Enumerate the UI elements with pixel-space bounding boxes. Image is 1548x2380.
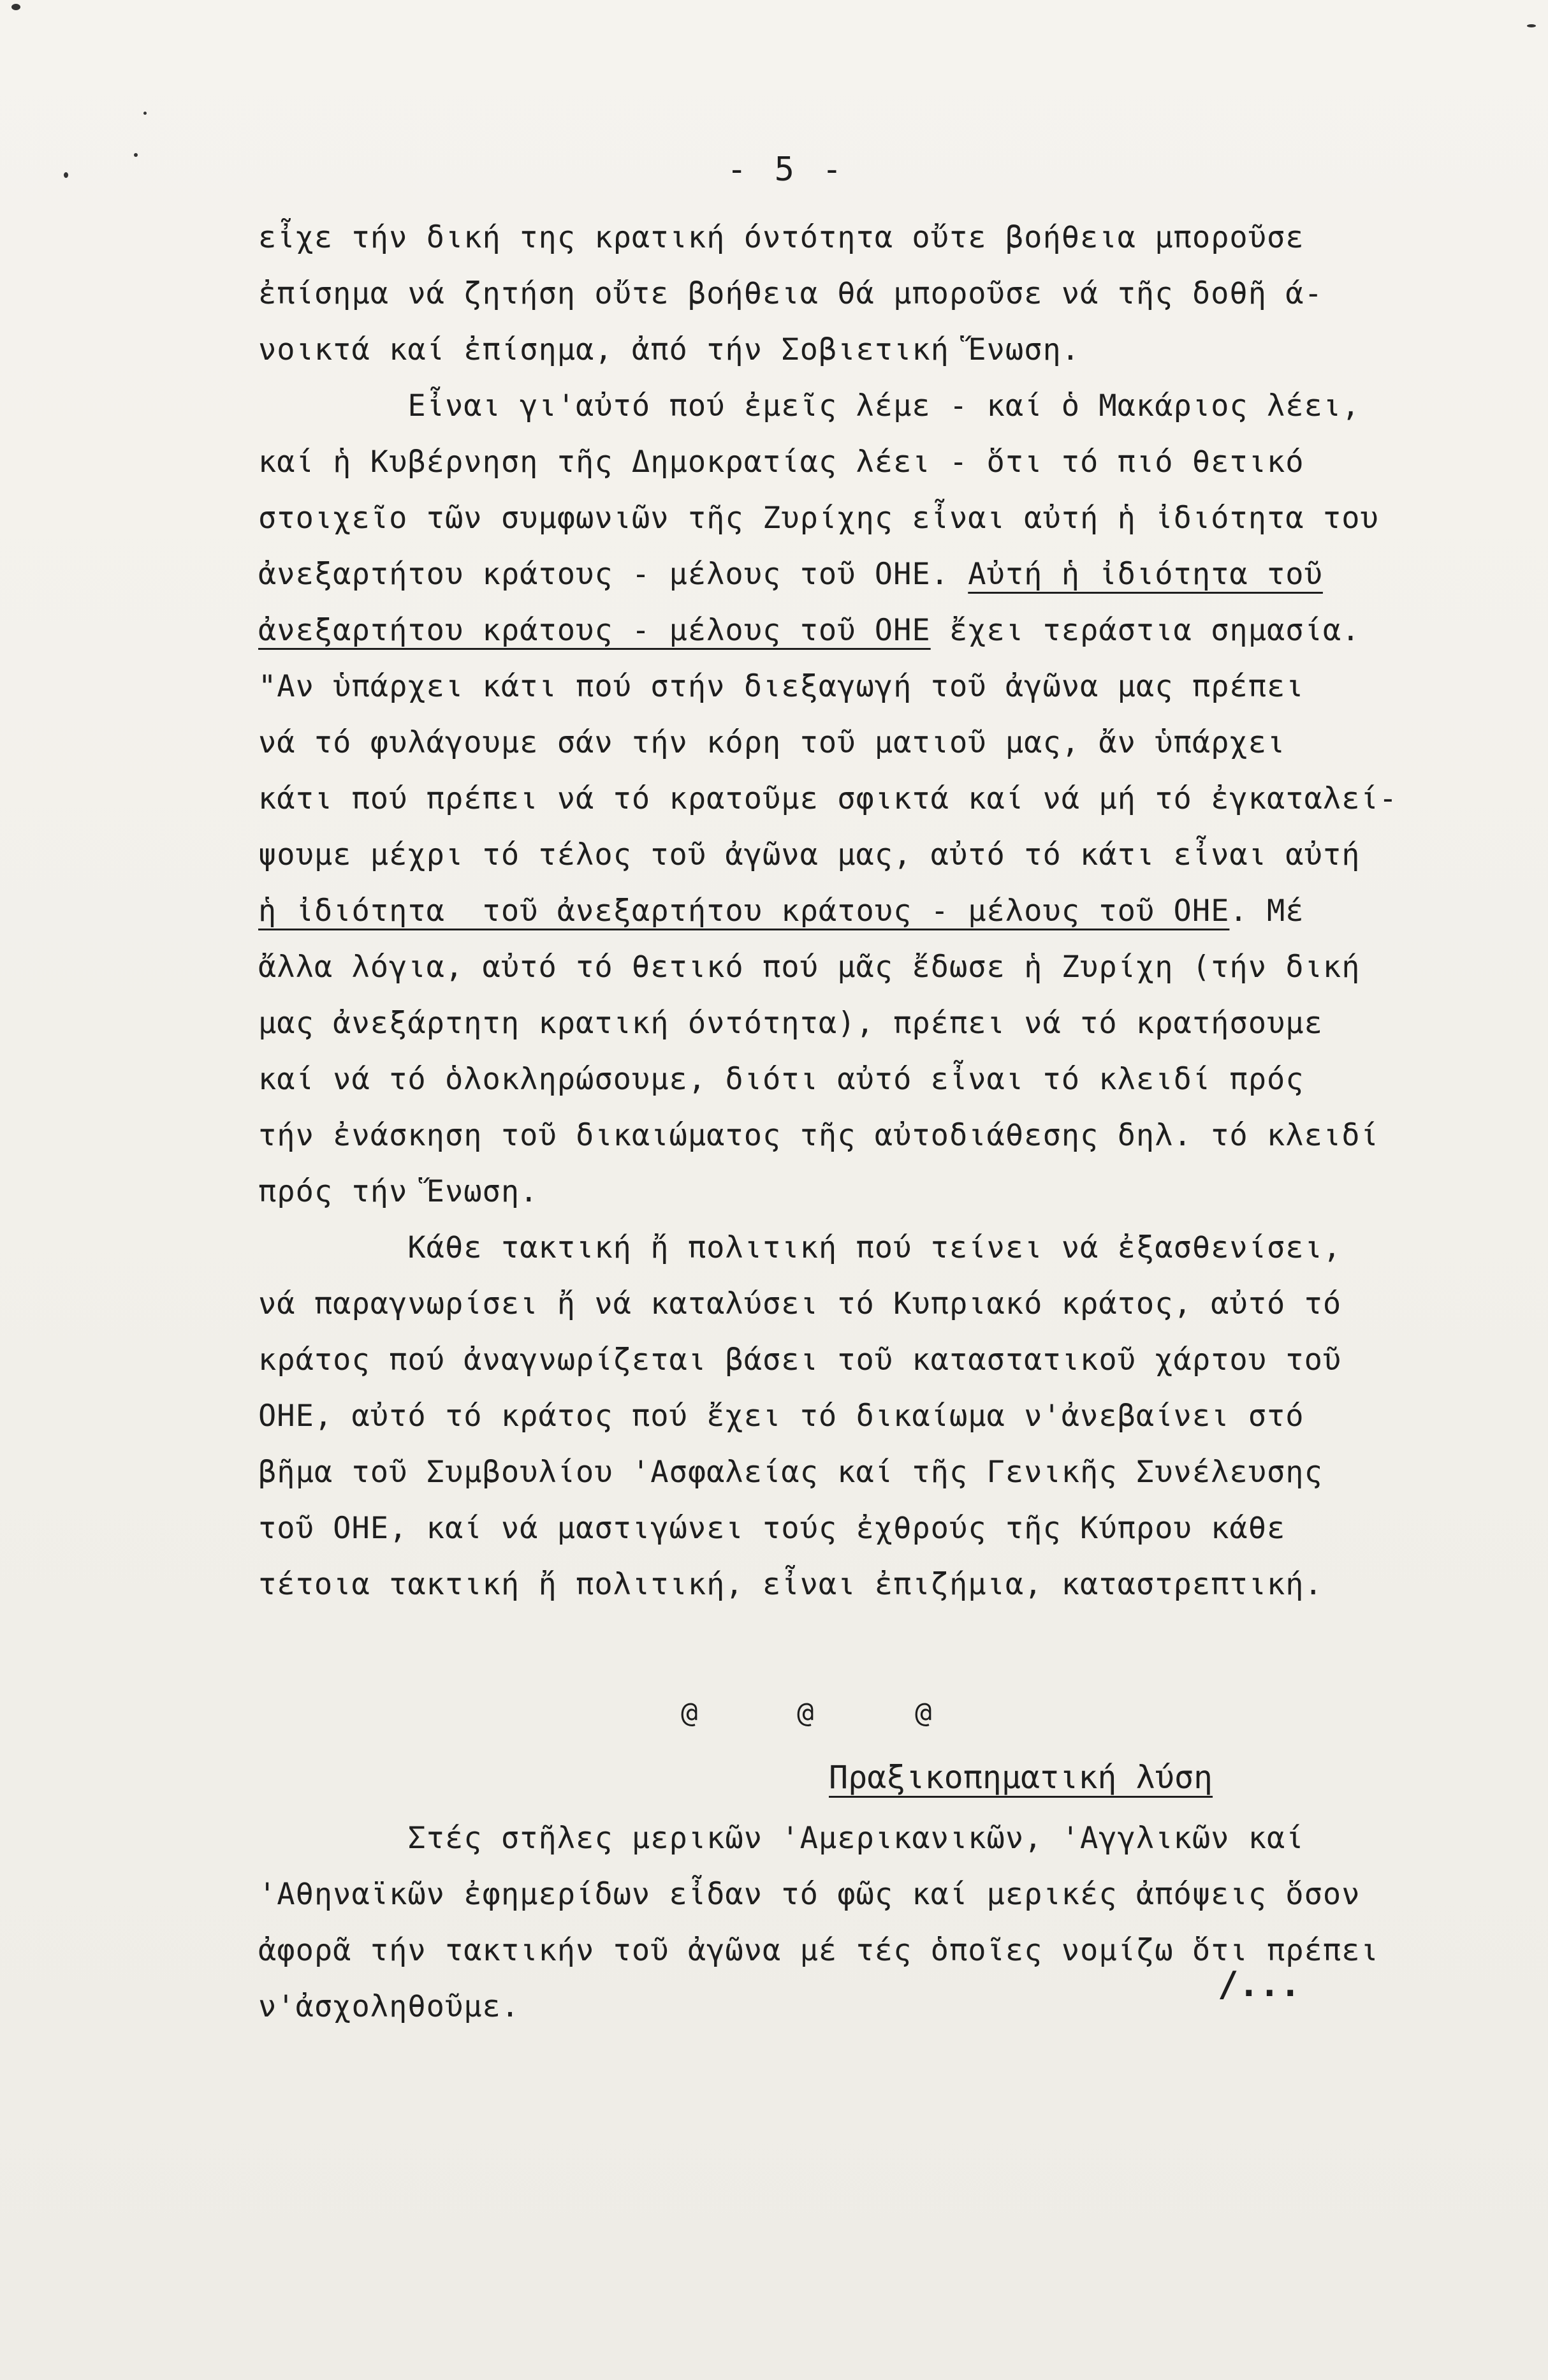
text-line [258, 1174, 1457, 1209]
text-run: ἄλλα λόγια, αὐτό τό θετικό πού μᾶς ἔδωσε ἡ Ζυρίχη (τήν δική [258, 950, 1361, 985]
text-line [258, 837, 1457, 872]
text-line [258, 444, 1457, 480]
text-run: ἀνεξαρτήτου κράτους - μέλους τοῦ ΟΗΕ. [258, 557, 968, 592]
text-run: ν'ἀσχοληθοῦμε. [258, 1989, 520, 2024]
text-line [258, 1455, 1457, 1490]
section-heading: Πραξικοπηματική λύση [829, 1759, 1213, 1796]
text-run: καί νά τό ὁλοκληρώσουμε, διότι αὐτό εἶναι τό κλειδί πρός [258, 1062, 1304, 1097]
scan-speck [11, 4, 20, 10]
text-line [258, 781, 1457, 816]
text-line [258, 1933, 1457, 1968]
text-line [258, 950, 1457, 985]
text-line [258, 669, 1457, 704]
separator-mark: @ [681, 1696, 698, 1729]
text-run: καί ἡ Κυβέρνηση τῆς Δημοκρατίας λέει - ὅτι τό πιό θετικό [258, 444, 1304, 480]
text-line [258, 1511, 1457, 1546]
text-run: 'Αθηναϊκῶν ἐφημερίδων εἶδαν τό φῶς καί μερικές ἀπόψεις ὅσον [258, 1877, 1361, 1912]
page-number: - 5 - [727, 151, 846, 189]
text-run: . Μέ [1229, 893, 1304, 929]
text-line [258, 1006, 1457, 1041]
text-line [258, 332, 1457, 367]
scan-speck [1527, 24, 1536, 27]
text-run: κάτι πού πρέπει νά τό κρατοῦμε σφικτά καί νά μή τό ἐγκαταλεί- [258, 781, 1398, 816]
text-line [258, 893, 1457, 929]
text-line [258, 501, 1457, 536]
text-line [258, 1230, 1457, 1265]
text-run: τήν ἐνάσκηση τοῦ δικαιώματος τῆς αὐτοδιάθεσης δηλ. τό κλειδί [258, 1118, 1379, 1153]
text-run: νά τό φυλάγουμε σάν τήν κόρη τοῦ ματιοῦ μας, ἄν ὑπάρχει [258, 725, 1286, 760]
text-line [258, 557, 1457, 592]
text-run: ἔχει τεράστια σημασία. [930, 613, 1361, 648]
continuation-mark: /... [1218, 1964, 1301, 2004]
scan-speck [64, 172, 68, 178]
text-run: νά παραγνωρίσει ἤ νά καταλύσει τό Κυπριακό κράτος, αὐτό τό [258, 1286, 1342, 1321]
text-run: Κάθε τακτική ἤ πολιτική πού τείνει νά ἐξασθενίσει, [258, 1230, 1342, 1265]
separator-mark: @ [915, 1696, 932, 1729]
underlined-text: Αὐτή ἡ ἰδιότητα τοῦ [968, 557, 1323, 592]
text-line [258, 1118, 1457, 1153]
text-run: τέτοια τακτική ἤ πολιτική, εἶναι ἐπιζήμια, καταστρεπτική. [258, 1567, 1323, 1602]
text-line [258, 220, 1457, 255]
text-line [258, 1286, 1457, 1321]
text-run: πρός τήν Ἕνωση. [258, 1174, 539, 1209]
scan-speck [143, 112, 147, 115]
text-run: Εἶναι γι'αὐτό πού ἐμεῖς λέμε - καί ὁ Μακάριος λέει, [258, 388, 1361, 423]
text-line [258, 613, 1457, 648]
text-line [258, 725, 1457, 760]
text-run: νοικτά καί ἐπίσημα, ἀπό τήν Σοβιετική Ἕνωση. [258, 332, 1081, 367]
text-line [258, 388, 1457, 423]
text-run: μας ἀνεξάρτητη κρατική όντότητα), πρέπει νά τό κρατήσουμε [258, 1006, 1323, 1041]
text-run: εἶχε τήν δική της κρατική όντότητα οὔτε βοήθεια μποροῦσε [258, 220, 1304, 255]
text-run: βῆμα τοῦ Συμβουλίου 'Ασφαλείας καί τῆς Γενικῆς Συνέλευσης [258, 1455, 1323, 1490]
text-run: "Αν ὑπάρχει κάτι πού στήν διεξαγωγή τοῦ ἀγῶνα μας πρέπει [258, 669, 1304, 704]
separator-mark: @ [797, 1696, 814, 1729]
text-run: Στές στῆλες μερικῶν 'Αμερικανικῶν, 'Αγγλικῶν καί [258, 1821, 1304, 1856]
scan-speck [134, 153, 138, 157]
text-run: ΟΗΕ, αὐτό τό κράτος πού ἔχει τό δικαίωμα ν'ἀνεβαίνει στό [258, 1399, 1304, 1434]
text-line [258, 1399, 1457, 1434]
text-run: τοῦ ΟΗΕ, καί νά μαστιγώνει τούς ἐχθρούς τῆς Κύπρου κάθε [258, 1511, 1286, 1546]
text-run: ψουμε μέχρι τό τέλος τοῦ ἀγῶνα μας, αὐτό τό κάτι εἶναι αὐτή [258, 837, 1361, 872]
underlined-text: ἡ ἰδιότητα τοῦ ἀνεξαρτήτου κράτους - μέλους τοῦ ΟΗΕ [258, 893, 1230, 929]
text-run: ἀφορᾶ τήν τακτικήν τοῦ ἀγῶνα μέ τές ὁποῖες νομίζω ὅτι πρέπει [258, 1933, 1379, 1968]
text-line [258, 1877, 1457, 1912]
text-line [258, 276, 1457, 311]
text-line [258, 1821, 1457, 1856]
text-line [258, 1567, 1457, 1602]
text-line [258, 1342, 1457, 1377]
text-run: στοιχεῖο τῶν συμφωνιῶν τῆς Ζυρίχης εἶναι αὐτή ἡ ἰδιότητα του [258, 501, 1379, 536]
underlined-text: ἀνεξαρτήτου κράτους - μέλους τοῦ ΟΗΕ [258, 613, 931, 648]
text-run: ἐπίσημα νά ζητήση οὔτε βοήθεια θά μποροῦσε νά τῆς δοθῆ ά- [258, 276, 1323, 311]
text-run: κράτος πού ἀναγνωρίζεται βάσει τοῦ καταστατικοῦ χάρτου τοῦ [258, 1342, 1342, 1377]
text-line [258, 1062, 1457, 1097]
